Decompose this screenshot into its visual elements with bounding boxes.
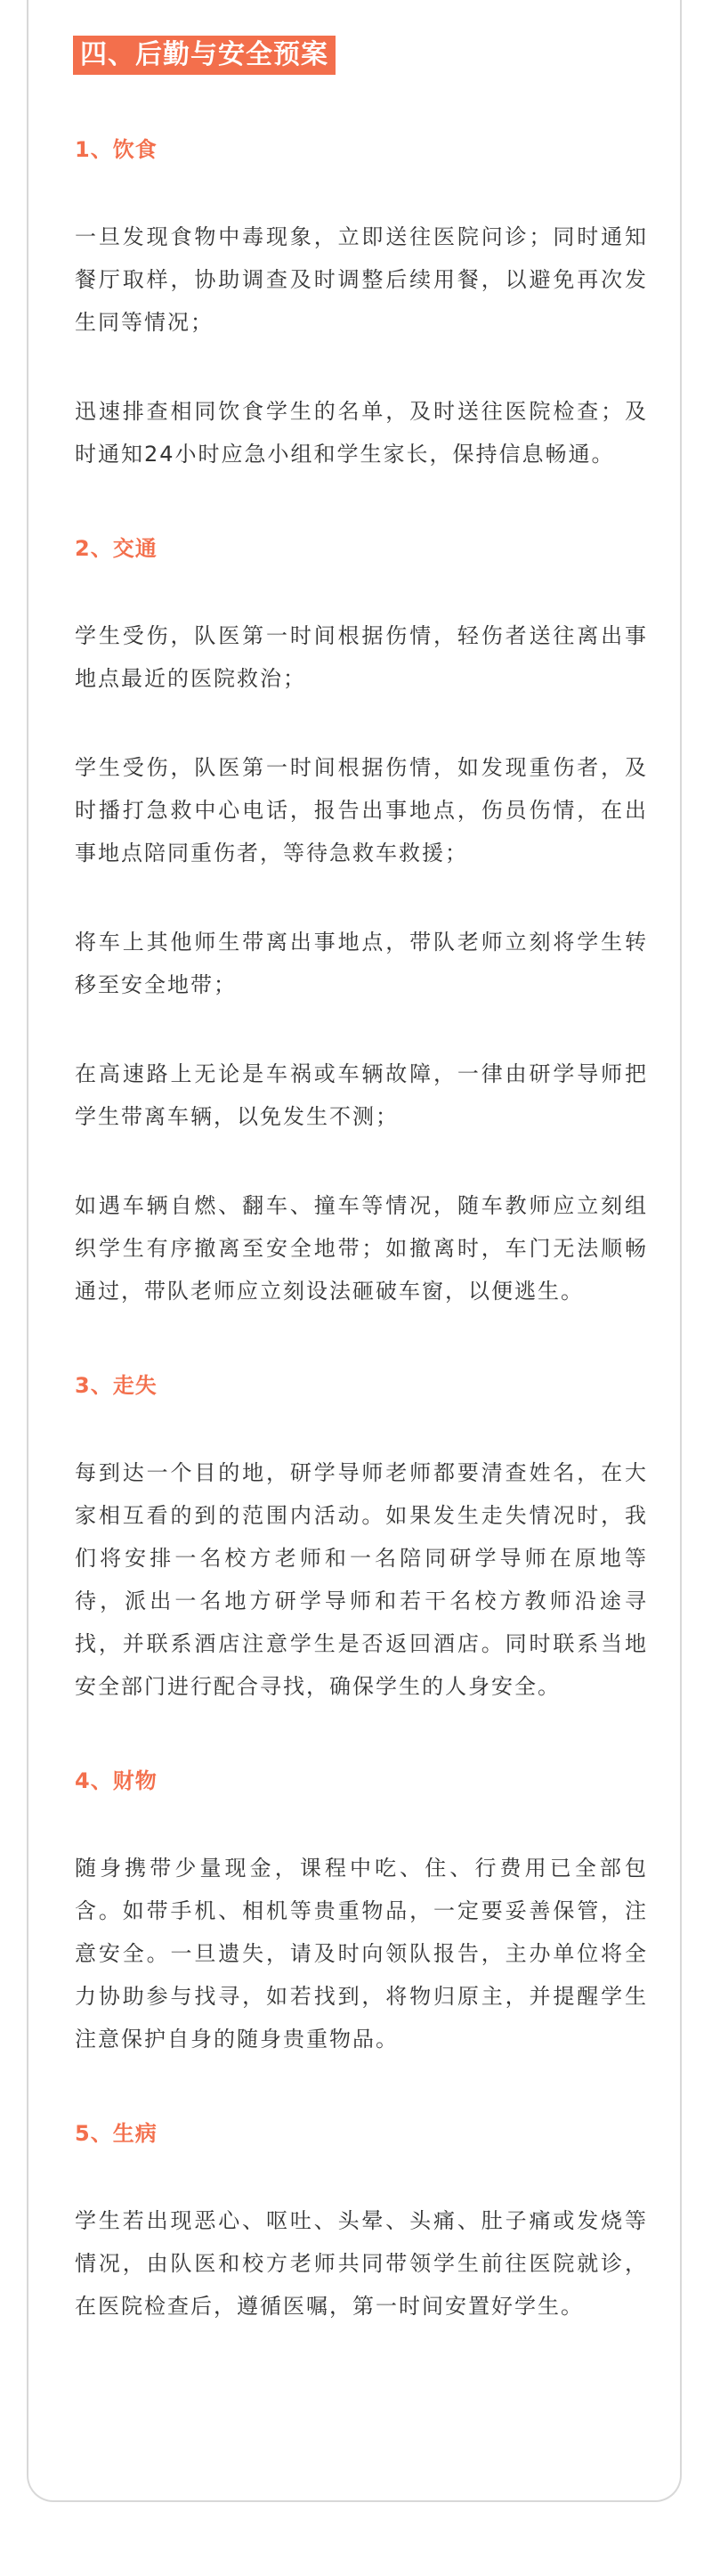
section-title: 四、后勤与安全预案 [73,36,336,75]
heading-property: 4、财物 [75,1768,158,1793]
paragraph: 学生受伤，队医第一时间根据伤情，如发现重伤者，及时播打急救中心电话，报告出事地点，伤员伤情，在出事地点陪同重伤者，等待急救车救援； [75,755,648,865]
heading-diet: 1、饮食 [75,137,158,162]
paragraph: 随身携带少量现金，课程中吃、住、行费用已全部包含。如带手机、相机等贵重物品，一定要妥善保管，注意安全。一旦遗失，请及时向领队报告，主办单位将全力协助参与找寻，如若找到，将物归原主，并提醒学生注意保护自身的随身贵重物品。 [75,1856,648,2052]
paragraph: 一旦发现食物中毒现象，立即送往医院问诊；同时通知餐厅取样，协助调查及时调整后续用餐，以避免再次发生同等情况； [75,224,648,335]
paragraph: 学生若出现恶心、呕吐、头晕、头痛、肚子痛或发烧等情况，由队医和校方老师共同带领学生前往医院就诊，在医院检查后，遵循医嘱，第一时间安置好学生。 [75,2208,648,2319]
heading-traffic: 2、交通 [75,536,158,561]
paragraph: 每到达一个目的地，研学导师老师都要清查姓名，在大家相互看的到的范围内活动。如果发生走失情况时，我们将安排一名校方老师和一名陪同研学导师在原地等待，派出一名地方研学导师和若干名校方教师沿途寻找，并联系酒店注意学生是否返回酒店。同时联系当地安全部门进行配合寻找，确保学生的人身安全。 [75,1460,648,1699]
paragraph: 在高速路上无论是车祸或车辆故障，一律由研学导师把学生带离车辆，以免发生不测； [75,1061,648,1129]
document-body [75,36,648,2328]
paragraph: 将车上其他师生带离出事地点，带队老师立刻将学生转移至安全地带； [75,930,648,997]
paragraph: 如遇车辆自燃、翻车、撞车等情况，随车教师应立刻组织学生有序撤离至安全地带；如撤离时，车门无法顺畅通过，带队老师应立刻设法砸破车窗，以便逃生。 [75,1193,648,1304]
paragraph: 学生受伤，队医第一时间根据伤情，轻伤者送往离出事地点最近的医院救治； [75,623,648,691]
heading-missing: 3、走失 [75,1373,158,1398]
heading-illness: 5、生病 [75,2121,158,2146]
paragraph: 迅速排查相同饮食学生的名单，及时送往医院检查；及时通知24小时应急小组和学生家长，保持信息畅通。 [75,399,648,467]
